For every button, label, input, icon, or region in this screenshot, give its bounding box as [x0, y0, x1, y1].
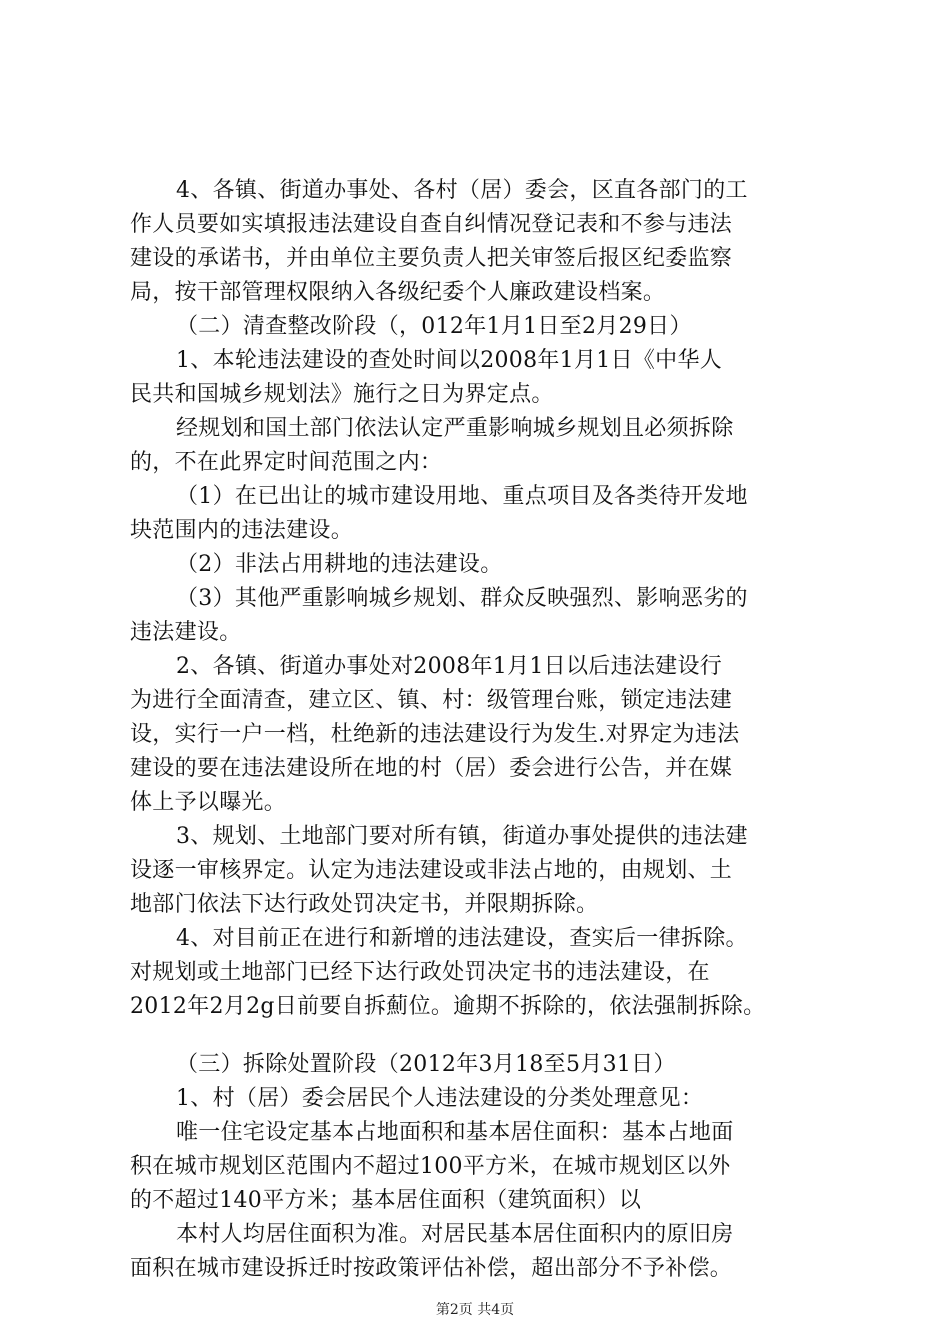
item-2-line-3: 设，实行一户一档，杜绝新的违法建设行为发生.对界定为违法: [130, 722, 740, 747]
item-4-line-1: 4、对目前正在进行和新增的违法建设，查实后一律拆除。: [176, 926, 748, 951]
item-1-line-1: 1、本轮违法建设的查处时间以2008年1月1日《中华人: [176, 348, 723, 373]
residence-line-1: 唯一住宅设定基本占地面积和基本居住面积：基本占地面: [176, 1120, 734, 1145]
sub-item-1-line-2: 块范围内的违法建设。: [130, 518, 354, 543]
item-2-line-2: 为进行全面清查，建立区、镇、村：级管理台账，锁定违法建: [130, 688, 733, 713]
sub-item-1-line-1: （1）在已出让的城市建设用地、重点项目及各类待开发地: [176, 484, 748, 509]
section-2-heading: （二）清查整改阶段（，012年1月1日至2月29日）: [176, 314, 692, 339]
item-4-line-2: 对规划或土地部门已经下达行政处罚决定书的违法建设，在: [130, 960, 710, 985]
page-number-footer: 第2页 共4页: [435, 1302, 515, 1318]
item-2-line-4: 建设的要在违法建设所在地的村（居）委会进行公告，并在媒: [130, 756, 733, 781]
item-1-line-2: 民共和国城乡规划法》施行之日为界定点。: [130, 382, 554, 407]
paragraph-4-line-3: 建设的承诺书，并由单位主要负责人把关审签后报区纪委监察: [130, 246, 733, 271]
item-3-line-1: 3、规划、土地部门要对所有镇，街道办事处提供的违法建: [176, 824, 748, 849]
residence-line-4: 本村人均居住面积为准。对居民基本居住面积内的原旧房: [176, 1222, 734, 1247]
paragraph-4-line-2: 作人员要如实填报违法建设自查自纠情况登记表和不参与违法: [130, 212, 733, 237]
section-3-heading: （三）拆除处置阶段（2012年3月18至5月31日）: [176, 1052, 676, 1077]
residence-line-2: 积在城市规划区范围内不超过100平方米，在城市规划区以外: [130, 1154, 731, 1179]
residence-line-5: 面积在城市建设拆迁时按政策评估补偿，超出部分不予补偿。: [130, 1256, 733, 1281]
item-2-line-1: 2、各镇、街道办事处对2008年1月1日以后违法建设行: [176, 654, 723, 679]
paragraph-4-line-1: 4、各镇、街道办事处、各村（居）委会，区直各部门的工: [176, 178, 748, 203]
item-3-line-3: 地部门依法下达行政处罚决定书，并限期拆除。: [130, 892, 599, 917]
sub-item-2: （2）非法占用耕地的违法建设。: [176, 552, 503, 577]
item-3-line-2: 设逐一审核界定。认定为违法建设或非法占地的，由规划、土: [130, 858, 733, 883]
sub-item-3-line-2: 违法建设。: [130, 620, 242, 645]
item-2-line-5: 体上予以曝光。: [130, 790, 287, 815]
item-4-line-3: 2012年2月2g日前要自拆薊位。逾期不拆除的，依法强制拆除。: [130, 994, 766, 1019]
sub-item-3-line-1: （3）其他严重影响城乡规划、群众反映强烈、影响恶劣的: [176, 586, 748, 611]
exception-line-1: 经规划和国土部门依法认定严重影响城乡规划且必须拆除: [176, 416, 734, 441]
paragraph-4-line-4: 局，按干部管理权限纳入各级纪委个人廉政建设档案。: [130, 280, 666, 305]
residence-line-3: 的不超过140平方米；基本居住面积（建筑面积）以: [130, 1188, 642, 1213]
exception-line-2: 的，不在此界定时间范围之内：: [130, 450, 443, 475]
section-3-item-1: 1、村（居）委会居民个人违法建设的分类处理意见：: [176, 1086, 704, 1111]
